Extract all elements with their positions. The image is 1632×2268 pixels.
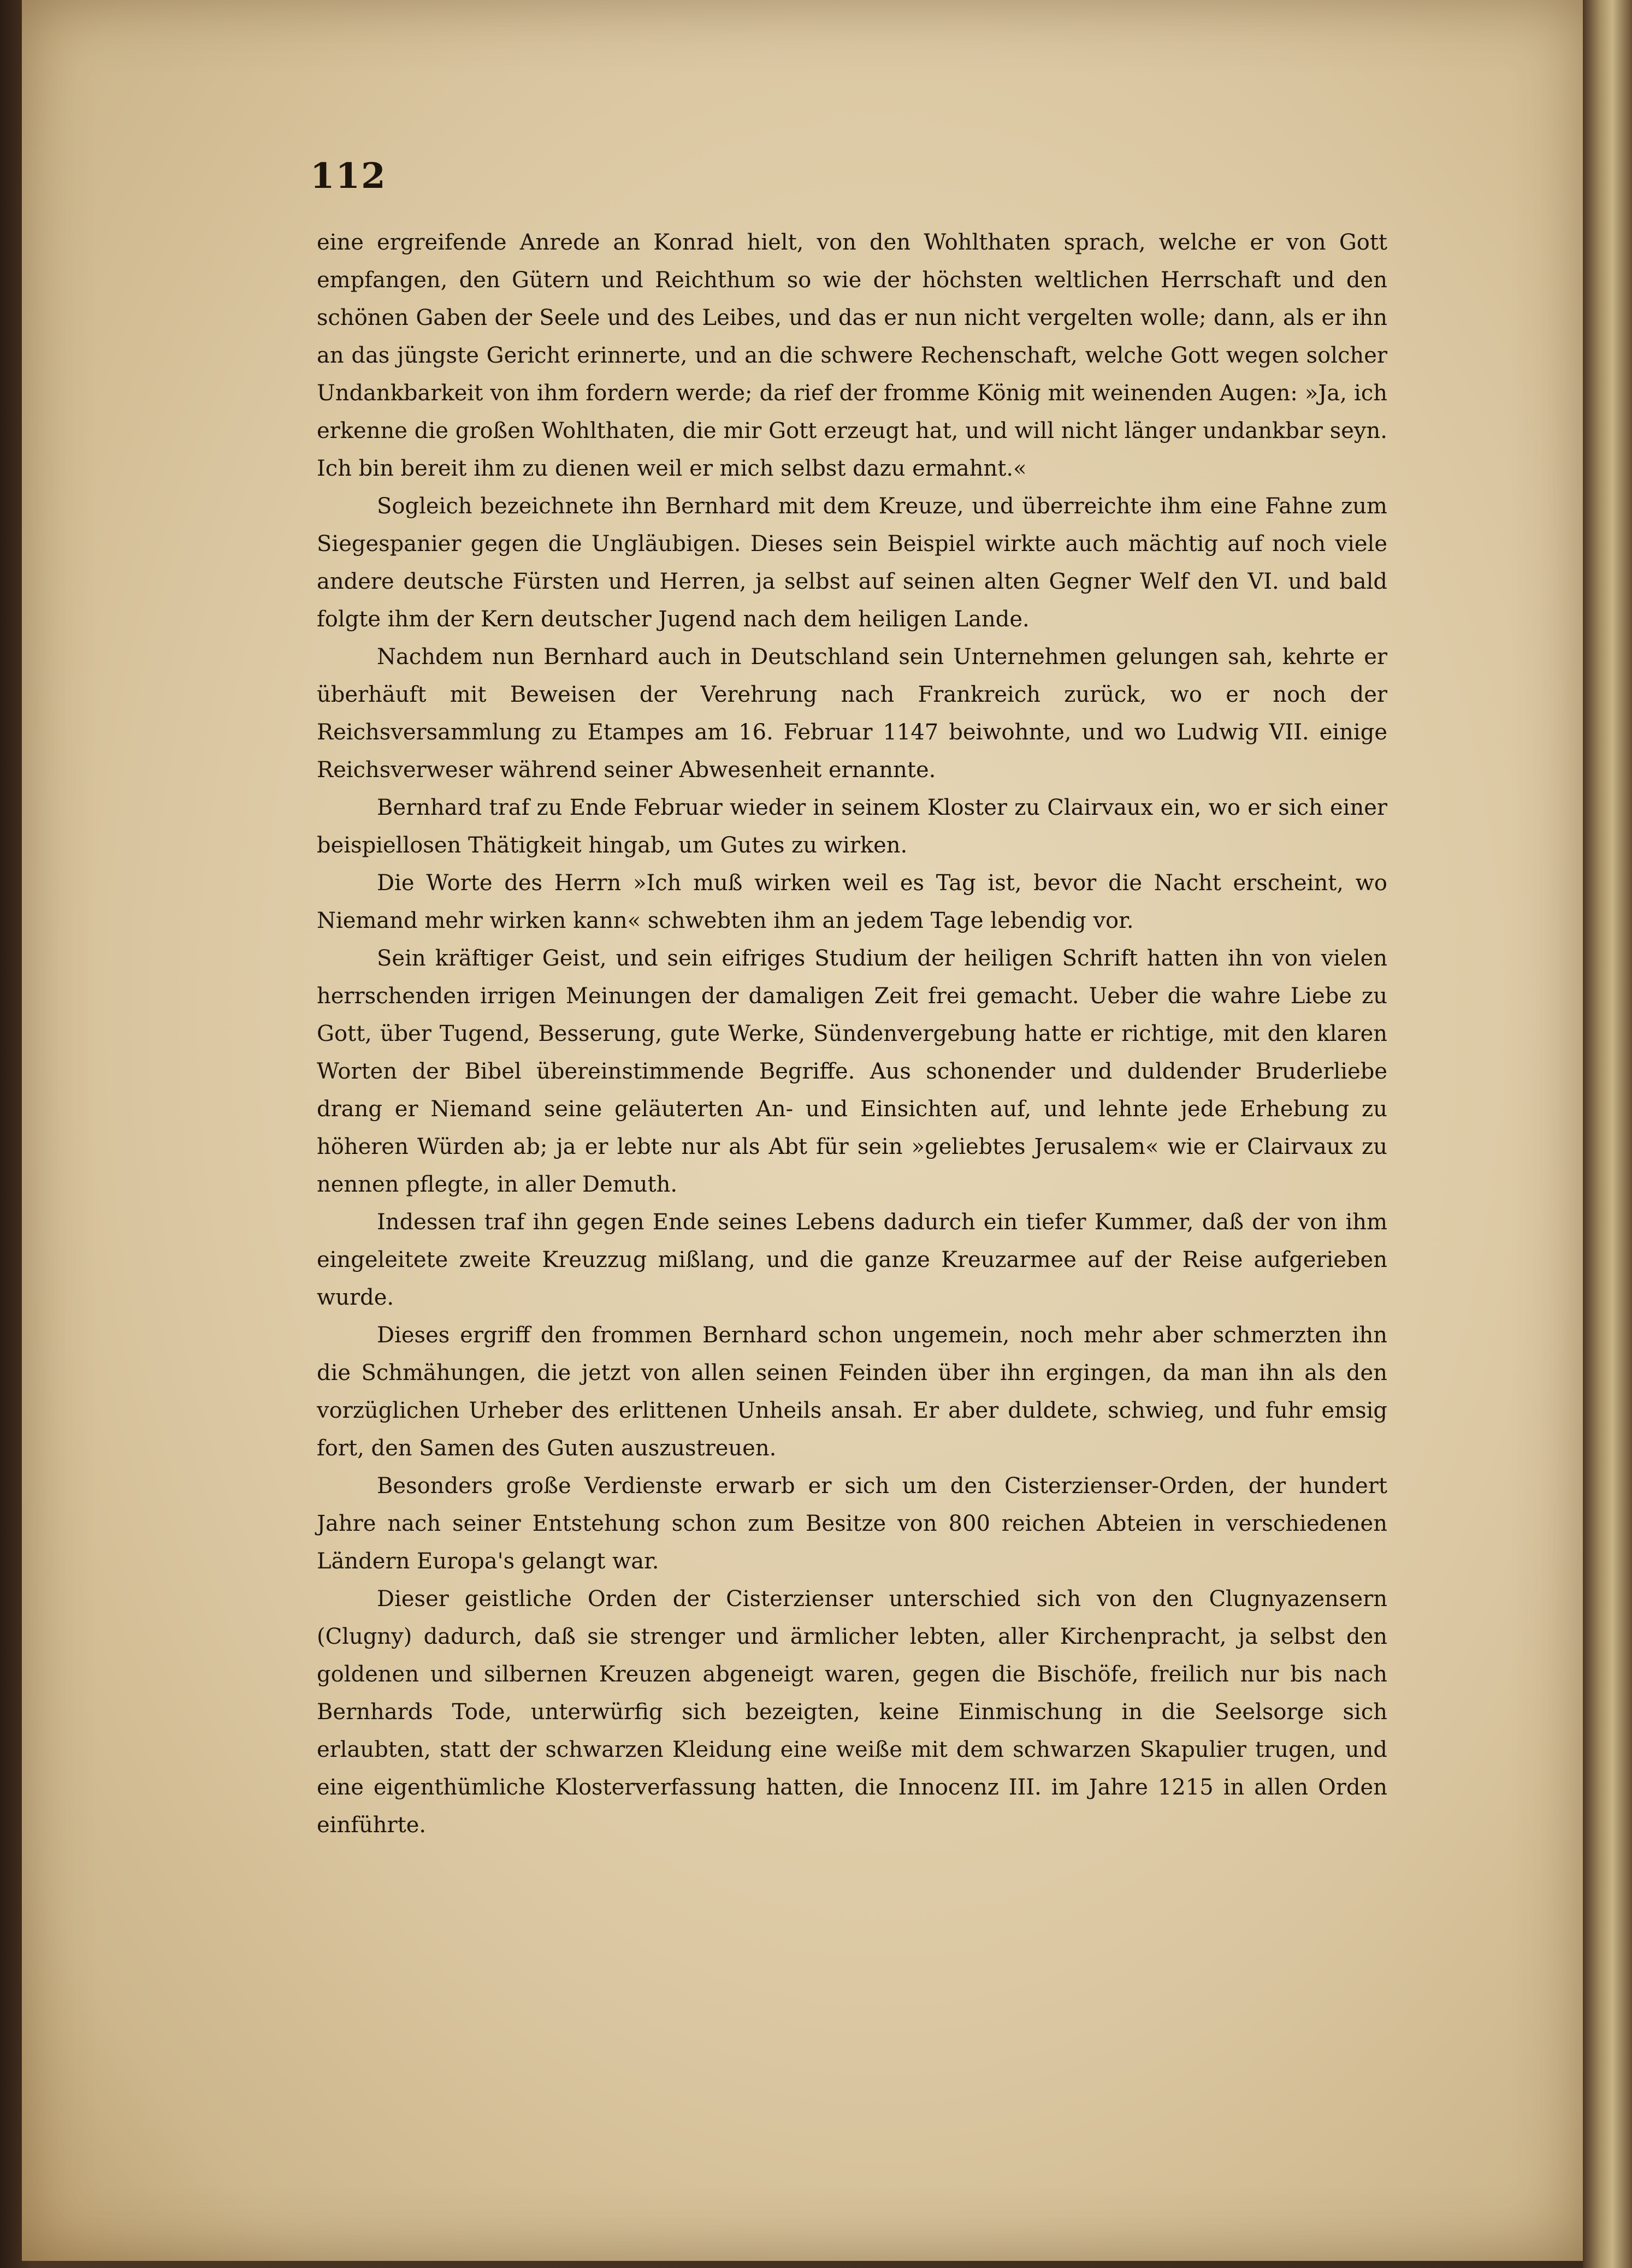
paragraph: Bernhard traf zu Ende Februar wieder in seinem Kloster zu Clairvaux ein, wo er sich einer beispiellosen Thätigkeit hingab, um Gutes zu wirken. (317, 795, 1387, 858)
paragraph: Nachdem nun Bernhard auch in Deutschland sein Unternehmen gelungen sah, kehrte er überhäuft mit Beweisen der Verehrung nach Frankreich zurück, wo er noch der Reichsversammlung zu Etampes am 16. Februar 1147 beiwohnte, und wo Ludwig VII. einige Reichsverweser während seiner Abwesenheit ernannte. (317, 644, 1387, 783)
page-number: 112 (310, 156, 387, 197)
body-text (317, 224, 1387, 1844)
paragraph: Sein kräftiger Geist, und sein eifriges Studium der heiligen Schrift hatten ihn von vielen herrschenden irrigen Meinungen der damaligen Zeit frei gemacht. Ueber die wahre Liebe zu Gott, über Tugend, Besserung, gute Werke, Sündenvergebung hatte er richtige, mit den klaren Worten der Bibel übereinstimmende Begriffe. Aus schonender und duldender Bruderliebe drang er Niemand seine geläuterten An- und Einsichten auf, und lehnte jede Erhebung zu höheren Würden ab; ja er lebte nur als Abt für sein »geliebtes Jerusalem« wie er Clairvaux zu nennen pflegte, in aller Demuth. (317, 946, 1387, 1197)
paragraph: Indessen traf ihn gegen Ende seines Lebens dadurch ein tiefer Kummer, daß der von ihm eingeleitete zweite Kreuzzug mißlang, und die ganze Kreuzarmee auf der Reise aufgerieben wurde. (317, 1210, 1387, 1310)
paragraph: eine ergreifende Anrede an Konrad hielt, von den Wohlthaten sprach, welche er von Gott empfangen, den Gütern und Reichthum so wie der höchsten weltlichen Herrschaft und den schönen Gaben der Seele und des Leibes, und das er nun nicht vergelten wolle; dann, als er ihn an das jüngste Gericht erinnerte, und an die schwere Rechenschaft, welche Gott wegen solcher Undankbarkeit von ihm fordern werde; da rief der fromme König mit weinenden Augen: »Ja, ich erkenne die großen Wohlthaten, die mir Gott erzeugt hat, und will nicht länger undankbar seyn. Ich bin bereit ihm zu dienen weil er mich selbst dazu ermahnt.« (317, 230, 1387, 481)
paragraph: Sogleich bezeichnete ihn Bernhard mit dem Kreuze, und überreichte ihm eine Fahne zum Siegespanier gegen die Ungläubigen. Dieses sein Beispiel wirkte auch mächtig auf noch viele andere deutsche Fürsten und Herren, ja selbst auf seinen alten Gegner Welf den VI. und bald folgte ihm der Kern deutscher Jugend nach dem heiligen Lande. (317, 494, 1387, 632)
page-edge (1583, 0, 1632, 2268)
paragraph: Die Worte des Herrn »Ich muß wirken weil es Tag ist, bevor die Nacht erscheint, wo Niemand mehr wirken kann« schwebten ihm an jedem Tage lebendig vor. (317, 871, 1387, 933)
paragraph: Dieser geistliche Orden der Cisterzienser unterschied sich von den Clugnyazensern (Clugny) dadurch, daß sie strenger und ärmlicher lebten, aller Kirchenpracht, ja selbst den goldenen und silbernen Kreuzen abgeneigt waren, gegen die Bischöfe, freilich nur bis nach Bernhards Tode, unterwürfig sich bezeigten, keine Einmischung in die Seelsorge sich erlaubten, statt der schwarzen Kleidung eine weiße mit dem schwarzen Skapulier trugen, und eine eigenthümliche Klosterverfassung hatten, die Innocenz III. im Jahre 1215 in allen Orden einführte. (317, 1586, 1387, 1838)
paragraph: Dieses ergriff den frommen Bernhard schon ungemein, noch mehr aber schmerzten ihn die Schmähungen, die jetzt von allen seinen Feinden über ihn ergingen, da man ihn als den vorzüglichen Urheber des erlittenen Unheils ansah. Er aber duldete, schwieg, und fuhr emsig fort, den Samen des Guten auszustreuen. (317, 1323, 1387, 1461)
paragraph: Besonders große Verdienste erwarb er sich um den Cisterzienser-Orden, der hundert Jahre nach seiner Entstehung schon zum Besitze von 800 reichen Abteien in verschiedenen Ländern Europa's gelangt war. (317, 1473, 1387, 1574)
